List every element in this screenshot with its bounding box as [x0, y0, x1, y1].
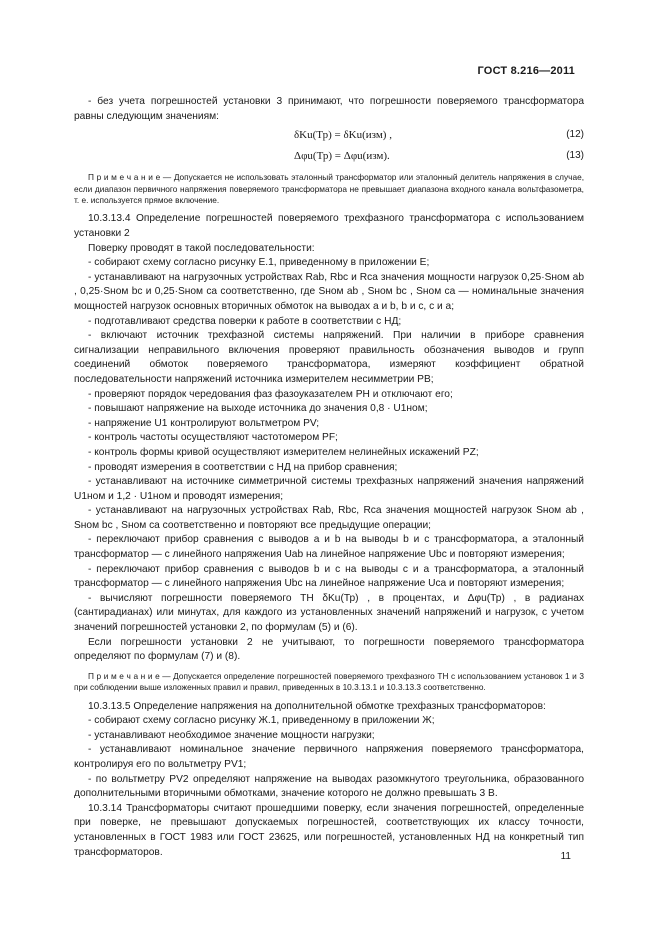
formula-expression: Δφu(Тр) = Δφu(изм).: [294, 150, 390, 163]
section-paragraph: - устанавливают на нагрузочных устройствах Rab, Rbc, Rca значения мощностей нагрузок Sном ab , Sном bc , Sном ca соответственно и повторяют все предыдущие операции;: [74, 505, 584, 531]
section-paragraph: - собирают схему согласно рисунку Е.1, приведенному в приложении Е;: [88, 257, 430, 269]
section-paragraph: - вычисляют погрешности поверяемого ТН δKu(Тр) , в процентах, и Δφu(Тр) , в радианах (сантирадианах) или минутах, для каждого из установленных значений напряжений и нагрузок, с учетом значений погрешностей установки 2, по формулам (5) и (6).: [74, 592, 584, 634]
section-paragraph: Если погрешности установки 2 не учитывают, то погрешности поверяемого трансформатора определяют по формулам (7) и (8).: [74, 636, 584, 663]
section-paragraph: 10.3.13.5 Определение напряжения на дополнительной обмотке трехфазных трансформаторов:: [88, 700, 546, 712]
formula-12: [74, 125, 584, 145]
page-content: [74, 95, 584, 860]
section-10-3-14: 10.3.14 Трансформаторы считают прошедшими поверку, если значения погрешностей, определенные при поверке, не превышают допускаемых погрешностей, соответствующих их классу точности, установленных в ГОСТ 1983 или ГОСТ 23625, или погрешностей, установленных НД на конкретный тип трансформаторов.: [74, 802, 584, 858]
note-1: [74, 172, 584, 206]
section-paragraph: - контроль формы кривой осуществляют измерителем нелинейных искажений PZ;: [88, 446, 479, 458]
formula-number: (13): [566, 150, 584, 162]
page-number: 11: [560, 851, 571, 862]
note-text: — Допускается не использовать эталонный трансформатор или эталонный делитель напряжения в случае, если диапазон первичного напряжения поверяемого трансформатора не превышает диапазона входного канала вольтфазометра, т. е. используется прямое включение.: [74, 172, 584, 205]
section-paragraph: - устанавливают на источнике симметричной системы трехфазных напряжений значения напряжений U1ном и 1,2 · U1ном и проводят измерения;: [74, 476, 584, 502]
formula-number: (12): [566, 129, 584, 141]
section-paragraph: Поверку проводят в такой последовательности:: [88, 242, 315, 254]
page-header-standard: ГОСТ 8.216—2011: [477, 65, 575, 77]
note-text: — Допускается определение погрешностей поверяемого трехфазного ТН с использованием установок 1 и 3 при соблюдении выше изложенных правил и правил, приведенных в 10.3.13.1 и 10.3.13.3 соответственно.: [74, 670, 584, 693]
section-10-3-13-4: [74, 212, 584, 664]
section-paragraph: - устанавливают на нагрузочных устройствах Rab, Rbc и Rca значения мощности нагрузок 0,25·Sном ab , 0,25·Sном bc и 0,25·Sном ca соответственно, где Sном ab , Sном bc , Sном ca — номинальные значения мощностей нагрузок основных вторичных обмоток на выводах a и b, b и c, c и a;: [74, 271, 584, 312]
note-2: [74, 671, 584, 694]
section-paragraph: - по вольтметру PV2 определяют напряжение на выводах разомкнутого треугольника, образованного дополнительными вторичными обмотками, значение которого не должно превышать 3 В.: [74, 773, 584, 800]
section-paragraph: - проверяют порядок чередования фаз фазоуказателем PH и отключают его;: [88, 388, 453, 400]
formula-expression: δKu(Тр) = δKu(изм) ,: [294, 129, 392, 142]
section-paragraph: - контроль частоты осуществляют частотомером PF;: [88, 432, 338, 444]
section-paragraph: - устанавливают необходимое значение мощности нагрузки;: [88, 729, 375, 741]
section-10-3-13-5: [74, 700, 584, 802]
note-label: П р и м е ч а н и е: [88, 172, 161, 183]
intro-paragraph: - без учета погрешностей установки 3 принимают, что погрешности поверяемого трансформатора равны следующим значениям:: [74, 96, 584, 122]
note-label: П р и м е ч а н и е: [88, 670, 160, 681]
section-paragraph: - напряжение U1 контролируют вольтметром PV;: [88, 417, 320, 429]
section-paragraph: - повышают напряжение на выходе источника до значения 0,8 · U1ном;: [88, 403, 428, 415]
section-paragraph: - включают источник трехфазной системы напряжений. При наличии в приборе сравнения сигнализации неправильного включения проверяют правильность обозначения выводов и групп соединений обмоток поверяемого трансформатора, измеряют коэффициент обратной последовательности напряжений источника измерителем несимметрии PB;: [74, 330, 584, 385]
section-paragraph: - проводят измерения в соответствии с НД на прибор сравнения;: [88, 461, 398, 473]
section-paragraph: - переключают прибор сравнения с выводов b и c на выводы c и a трансформатора, а эталонный трансформатор — с линейного напряжения Ubc на линейное напряжение Uca и повторяют измерения;: [74, 563, 584, 590]
section-paragraph: - переключают прибор сравнения с выводов a и b на выводы b и c трансформатора, а эталонный трансформатор — с линейного напряжения Uab на линейное напряжение Ubc и повторяют измерения;: [74, 534, 584, 561]
section-paragraph: 10.3.13.4 Определение погрешностей поверяемого трехфазного трансформатора с использованием установки 2: [74, 213, 584, 239]
section-paragraph: - собирают схему согласно рисунку Ж.1, приведенному в приложении Ж;: [88, 715, 435, 727]
formula-13: [74, 146, 584, 166]
section-paragraph: - устанавливают номинальное значение первичного напряжения поверяемого трансформатора, контролируя его по вольтметру PV1;: [74, 744, 584, 770]
section-paragraph: - подготавливают средства поверки к работе в соответствии с НД;: [88, 315, 402, 327]
